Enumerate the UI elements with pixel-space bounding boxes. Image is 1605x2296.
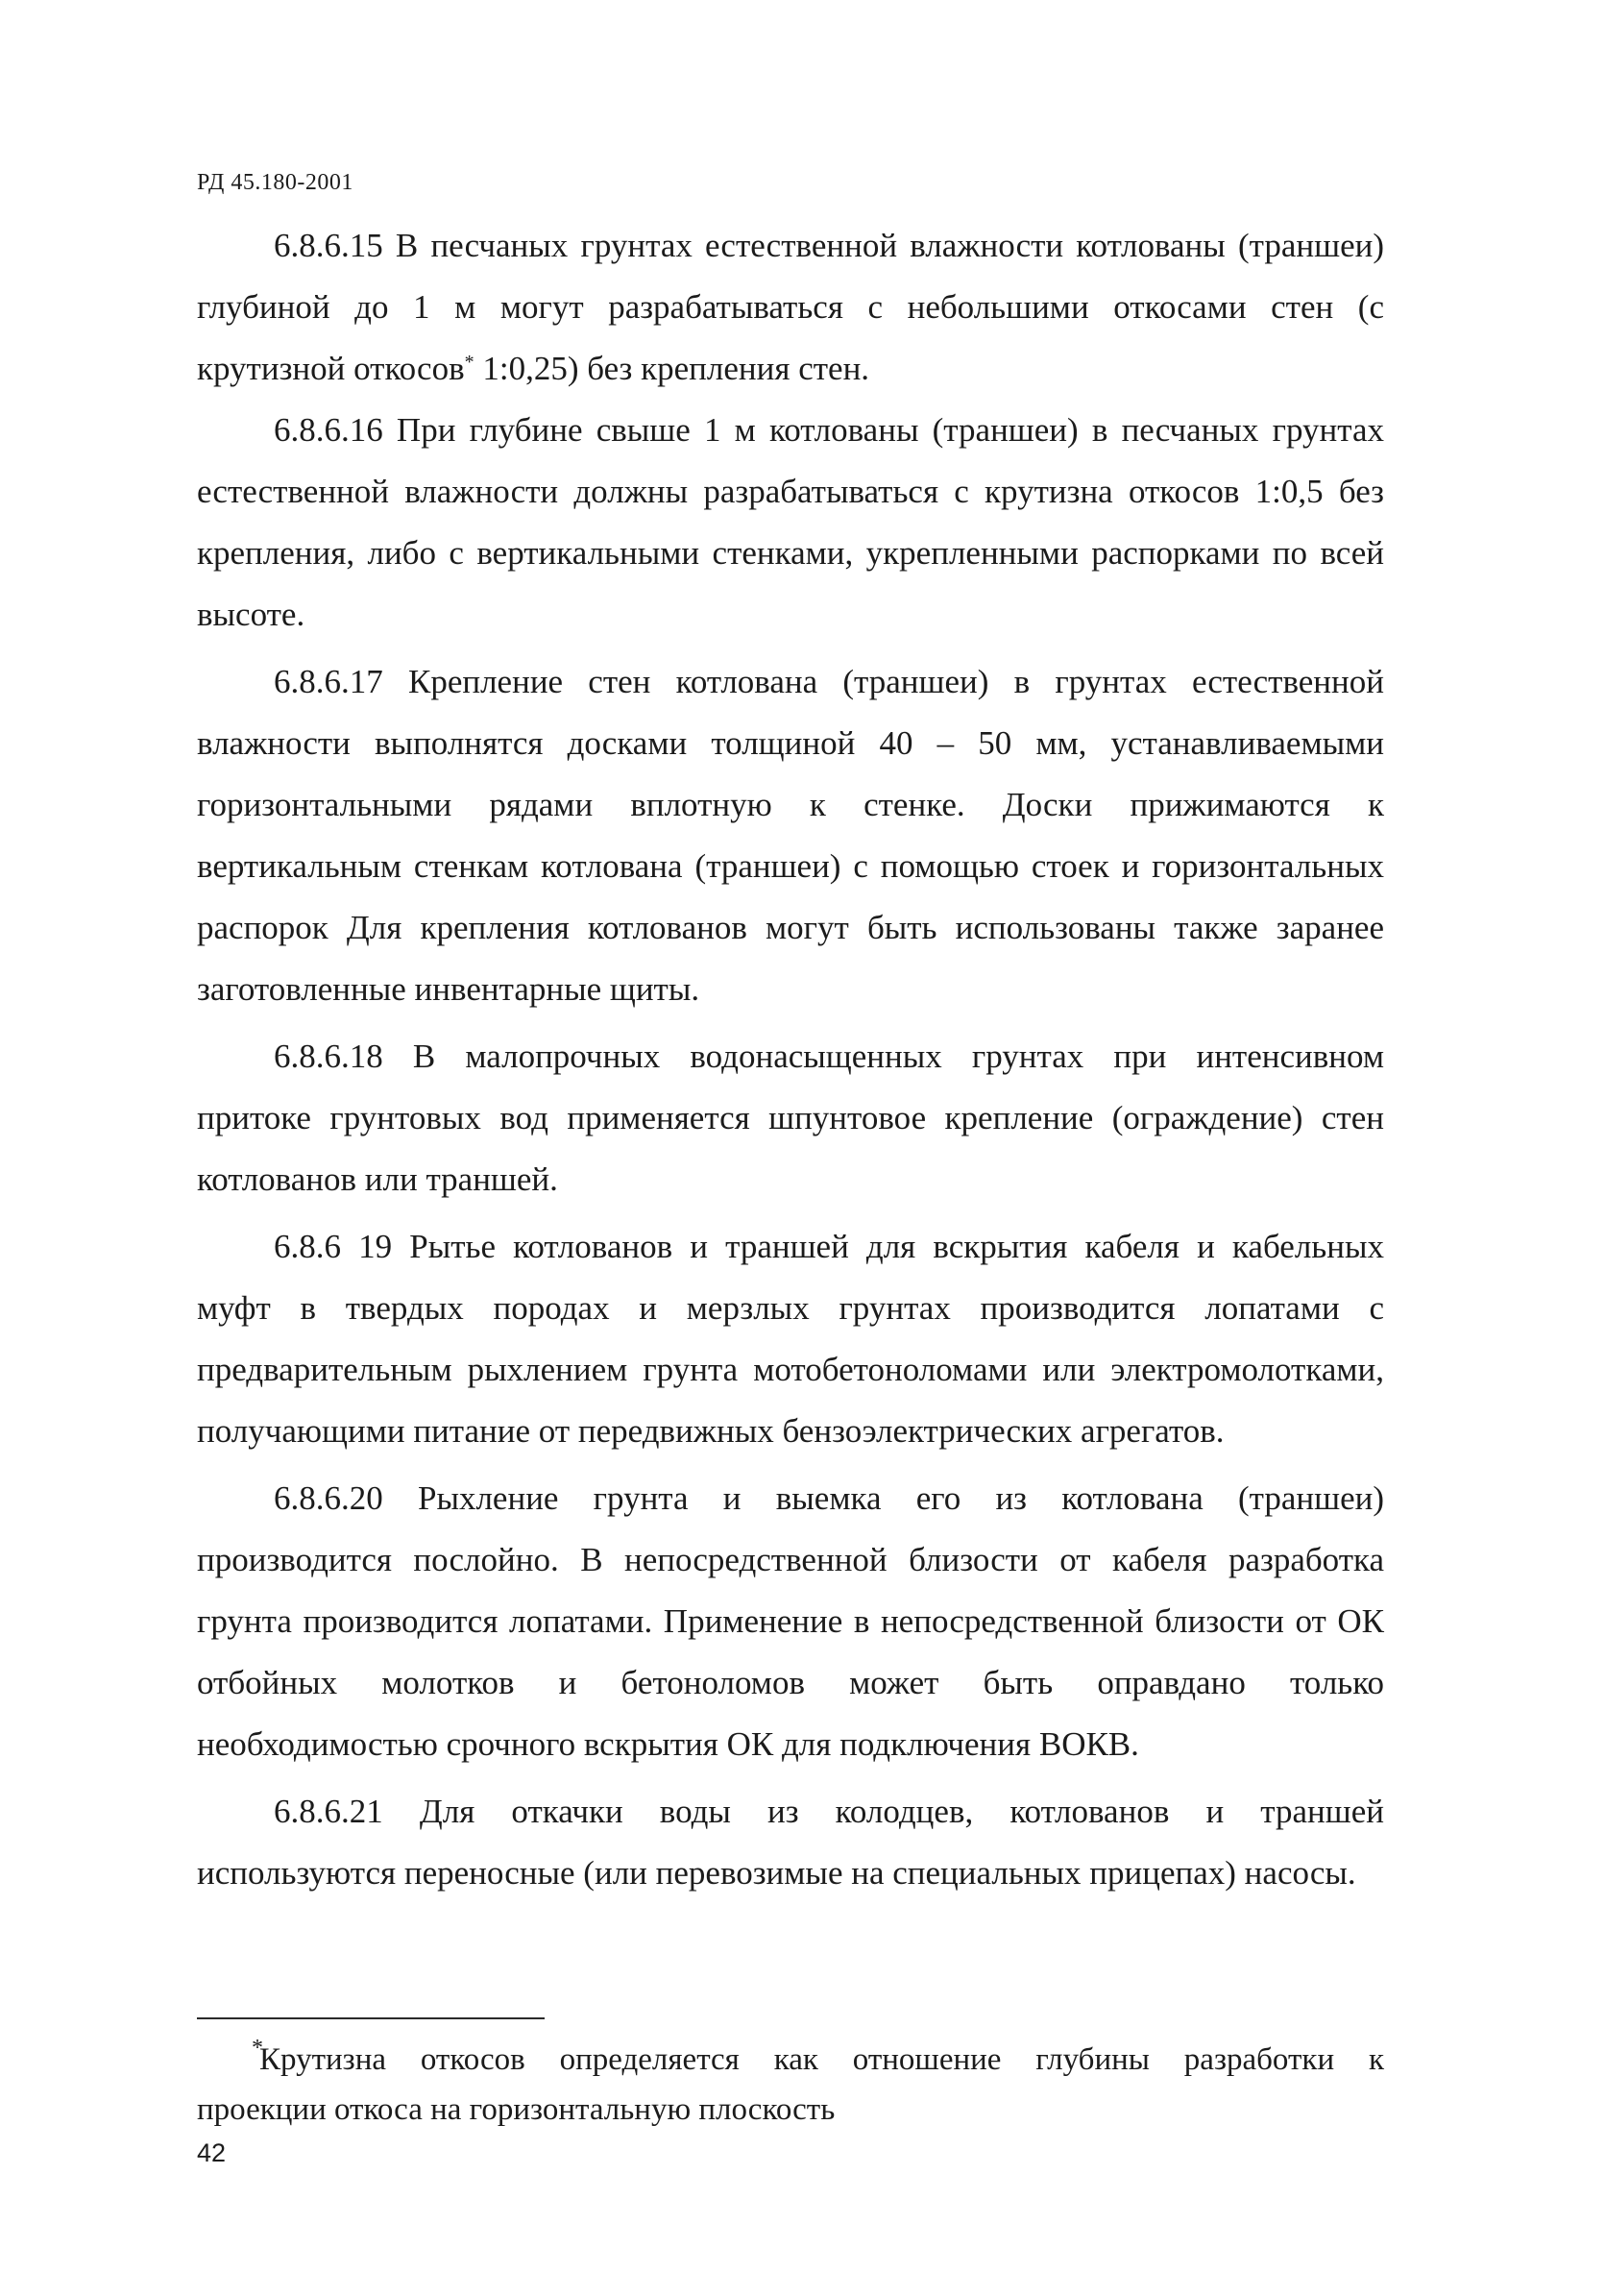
document-code: РД 45.180-2001 [197,170,353,195]
paragraph-6-8-6-20-line-4: отбойных молотков и бетоноломов может быть оправдано только [197,1664,1384,1701]
paragraph-6-8-6-15-line-3-part-2: 1:0,25) без крепления стен. [474,350,870,387]
footnote-marker: * [252,2036,263,2061]
paragraph-6-8-6-17-line-4: вертикальным стенкам котлована (траншеи) с помощью стоек и горизонтальных [197,847,1384,885]
paragraph-6-8-6-16-line-1: 6.8.6.16 При глубине свыше 1 м котлованы (траншеи) в песчаных грунтах [274,411,1384,449]
paragraph-6-8-6-19-line-2: муфт в твердых породах и мерзлых грунтах производится лопатами с [197,1289,1384,1327]
paragraph-6-8-6-18-line-3: котлованов или траншей. [197,1160,558,1198]
paragraph-6-8-6-17-line-6: заготовленные инвентарные щиты. [197,970,700,1008]
paragraph-6-8-6-17-line-3: горизонтальными рядами вплотную к стенке. Доски прижимаются к [197,786,1384,823]
paragraph-6-8-6-20-line-2: производится послойно. В непосредственной близости от кабеля разработка [197,1541,1384,1578]
paragraph-6-8-6-15-line-2: глубиной до 1 м могут разрабатываться с небольшими откосами стен (с [197,288,1384,326]
paragraph-6-8-6-15-line-3 [197,352,1384,385]
page-number: 42 [197,2138,227,2167]
paragraph-6-8-6-19-line-1: 6.8.6 19 Рытье котлованов и траншей для вскрытия кабеля и кабельных [274,1228,1384,1265]
footnote-separator [197,2017,545,2019]
paragraph-6-8-6-18-line-1: 6.8.6.18 В малопрочных водонасыщенных грунтах при интенсивном [274,1038,1384,1075]
paragraph-6-8-6-17-line-5: распорок Для крепления котлованов могут быть использованы также заранее [197,909,1384,946]
paragraph-6-8-6-18-line-2: притоке грунтовых вод применяется шпунтовое крепление (ограждение) стен [197,1099,1384,1136]
footnote-reference-marker: * [464,352,474,373]
paragraph-6-8-6-16-line-4: высоте. [197,596,305,633]
paragraph-6-8-6-16-line-2: естественной влажности должны разрабатываться с крутизна откосов 1:0,5 без [197,473,1384,510]
footnote-line-2: проекции откоса на горизонтальную плоскость [197,2092,836,2127]
paragraph-6-8-6-21-line-1: 6.8.6.21 Для откачки воды из колодцев, котлованов и траншей [274,1793,1384,1830]
footnote-line-1: Крутизна откосов определяется как отношение глубины разработки к [259,2042,1384,2077]
paragraph-6-8-6-21-line-2: используются переносные (или перевозимые на специальных прицепах) насосы. [197,1854,1356,1892]
paragraph-6-8-6-15-line-3-part-1: крутизной откосов [197,350,465,387]
paragraph-6-8-6-19-line-3: предварительным рыхлением грунта мотобетоноломами или электромолотками, [197,1351,1384,1388]
paragraph-6-8-6-20-line-3: грунта производится лопатами. Применение в непосредственной близости от ОК [197,1602,1384,1640]
paragraph-6-8-6-17-line-1: 6.8.6.17 Крепление стен котлована (траншеи) в грунтах естественной [274,663,1384,700]
paragraph-6-8-6-19-line-4: получающими питание от передвижных бензоэлектрических агрегатов. [197,1412,1225,1450]
paragraph-6-8-6-20-line-1: 6.8.6.20 Рыхление грунта и выемка его из котлована (траншеи) [274,1479,1384,1517]
paragraph-6-8-6-15-line-1: 6.8.6.15 В песчаных грунтах естественной влажности котлованы (траншеи) [274,227,1384,264]
paragraph-6-8-6-20-line-5: необходимостью срочного вскрытия ОК для подключения ВОКВ. [197,1725,1139,1763]
paragraph-6-8-6-17-line-2: влажности выполнятся досками толщиной 40 – 50 мм, устанавливаемыми [197,724,1384,762]
paragraph-6-8-6-16-line-3: крепления, либо с вертикальными стенками, укрепленными распорками по всей [197,534,1384,572]
